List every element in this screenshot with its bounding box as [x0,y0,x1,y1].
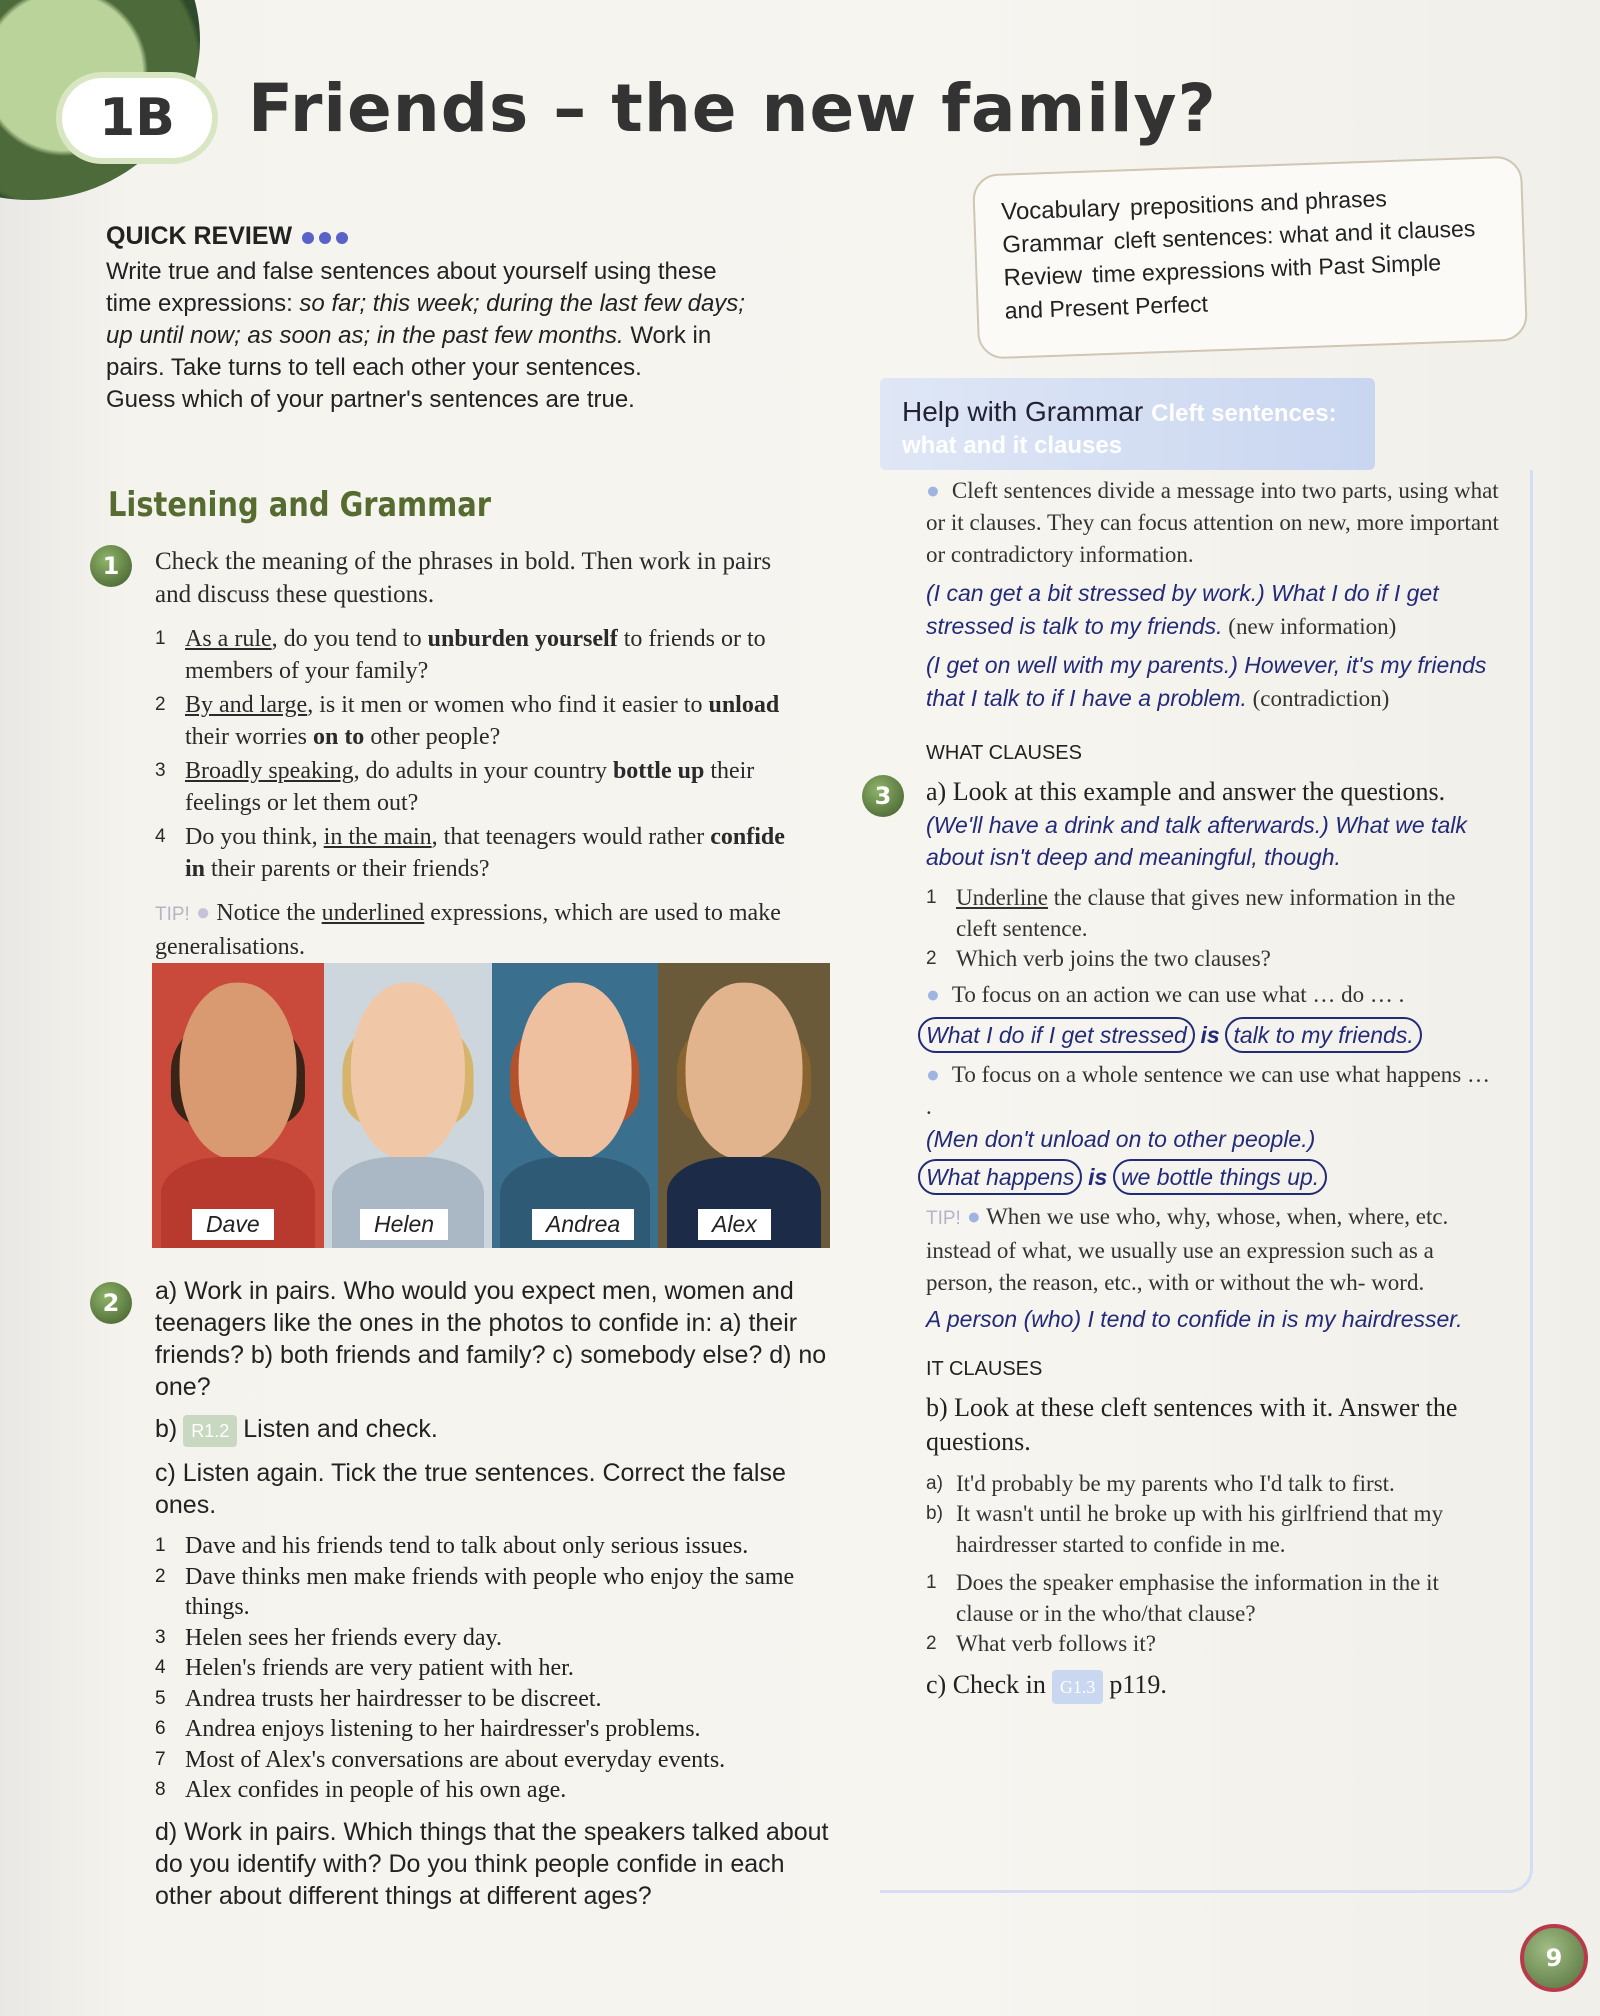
it-examples [926,1469,1501,1561]
grammar-example-1: (I can get a bit stressed by work.) What I do if I get stressed is talk to my friends. (new information) [926,580,1439,639]
what-do-diagram: What I do if I get stressed is talk to my friends. [918,1017,1501,1053]
question-4: 4 Do you think, in the main, that teenagers would rather confide in their parents or their friends? [155,824,785,882]
tip-1: TIP! ● Notice the underlined expressions, which are used to make generalisations. [155,900,781,960]
what-questions [926,883,1501,975]
help-with-grammar-heading: Help with Grammar Cleft sentences: what and it clauses [880,378,1375,470]
list-item: b) It wasn't until he broke up with his girlfriend that my hairdresser started to confide in me. [926,1501,1444,1557]
grammar-intro: ● Cleft sentences divide a message into two parts, using what or it clauses. They can focus attention on new, more important or contradictory information. [926,478,1499,567]
grammar-3a-example: (We'll have a drink and talk afterwards.) What we talk about isn't deep and meaningful, though. [926,812,1467,870]
it-clauses-caption: IT CLAUSES [926,1357,1043,1380]
exercise-2-number: 2 [90,1282,132,1324]
exercise-2c: c) Listen again. Tick the true sentences. Correct the false ones. [155,1459,786,1519]
list-item: 3 Helen sees her friends every day. [155,1624,502,1651]
rule-what-do: ● To focus on an action we can use what … do … . [926,981,1405,1007]
quick-review-heading: QUICK REVIEW [106,220,766,252]
tip-2: TIP! ● When we use who, why, whose, when, where, etc. instead of what, we usually use an expression such as a person, the reason, etc., with or without the wh- word. [926,1203,1449,1295]
lesson-scope-box: Vocabulary prepositions and phrases Grammar cleft sentences: what and it clauses Review time expressions with Past Simple and Present Perfect [972,155,1528,359]
exercise-1-number: 1 [90,545,132,587]
grammar-3b: b) Look at these cleft sentences with it. Answer the questions. [926,1392,1458,1456]
list-item: 5 Andrea trusts her hairdresser to be discreet. [155,1685,602,1712]
exercise-3-number: 3 [862,775,904,817]
list-item: 1 Dave and his friends tend to talk about only serious issues. [155,1533,749,1559]
exercise-2a: a) Work in pairs. Who would you expect men, women and teenagers like the ones in the photos to confide in: a) their friends? b) both friends and family? c) somebody else? d) no one? [155,1277,827,1401]
rule-what-happens: ● To focus on a whole sentence we can use what happens … . [926,1061,1490,1119]
page-number: 9 [1520,1924,1588,1992]
photo-strip [152,963,830,1248]
it-questions [926,1568,1501,1660]
list-item: 2 Which verb joins the two clauses? [926,946,1271,971]
grammar-3c: c) Check in G1.3 p119. [926,1668,1501,1704]
photo-label: Helen [360,1209,448,1240]
photo-label: Dave [192,1209,274,1240]
list-item: 8 Alex confides in people of his own age. [155,1777,567,1803]
list-item: 2 Dave thinks men make friends with people who enjoy the same things. [155,1563,795,1620]
photo-label: Alex [698,1209,771,1240]
photo-helen [324,963,492,1248]
grammar-3a: a) Look at this example and answer the questions. [926,777,1446,806]
list-item: 4 Helen's friends are very patient with her. [155,1655,574,1681]
list-item: a) It'd probably be my parents who I'd talk to first. [926,1470,1395,1496]
list-item: 7 Most of Alex's conversations are about everyday events. [155,1746,726,1773]
grammar-panel [926,475,1501,1704]
exercise-1 [155,545,805,964]
question-1: 1 As a rule, do you tend to unburden yourself to friends or to members of your family? [155,626,766,684]
question-2: 2 By and large, is it men or women who find it easier to unload their worries on to other people? [155,692,780,750]
section-heading: Listening and Grammar [108,485,492,525]
grammar-example-2: (I get on well with my parents.) However, it's my friends that I talk to if I have a problem. (contradiction) [926,652,1487,711]
photo-dave [152,963,324,1248]
exercise-1-intro: Check the meaning of the phrases in bold. Then work in pairs and discuss these questions. [155,548,772,608]
photo-label: Andrea [532,1209,634,1240]
quick-review-text: Write true and false sentences about yourself using these time expressions: so far; this week; during the last few days; up until now; as soon as; in the past few months. Work in pairs. Take turns to tell each other your sentences. Guess which of your partner's sentences are true. [106,258,745,413]
tip-2-example: A person (who) I tend to confide in is my hairdresser. [926,1305,1463,1332]
photo-andrea [492,963,658,1248]
photo-alex [658,963,830,1248]
list-item: 1 Underline the clause that gives new information in the cleft sentence. [926,885,1456,941]
exercise-2 [155,1275,835,1912]
unit-badge: 1B [62,78,212,158]
list-item: 1 Does the speaker emphasise the information in the it clause or in the who/that clause? [926,1570,1439,1626]
what-happens-diagram: What happens is we bottle things up. [918,1159,1501,1195]
true-false-list [155,1531,835,1806]
question-3: 3 Broadly speaking, do adults in your country bottle up their feelings or let them out? [155,758,755,816]
exercise-2d: d) Work in pairs. Which things that the speakers talked about do you identify with? Do you think people confide in each other about different things at different ages? [155,1817,829,1910]
audio-track-badge: R1.2 [183,1415,237,1447]
what-clauses-caption: WHAT CLAUSES [926,742,1082,764]
what-happens-example: (Men don't unload on to other people.) [926,1125,1316,1152]
quick-review [106,220,766,416]
grammar-reference-badge: G1.3 [1052,1670,1104,1704]
list-item: 6 Andrea enjoys listening to her hairdresser's problems. [155,1716,701,1742]
page-title: Friends – the new family? [248,70,1217,147]
level-dots-icon [302,220,353,252]
exercise-2b: b) R1.2 Listen and check. [155,1413,835,1447]
list-item: 2 What verb follows it? [926,1631,1156,1656]
